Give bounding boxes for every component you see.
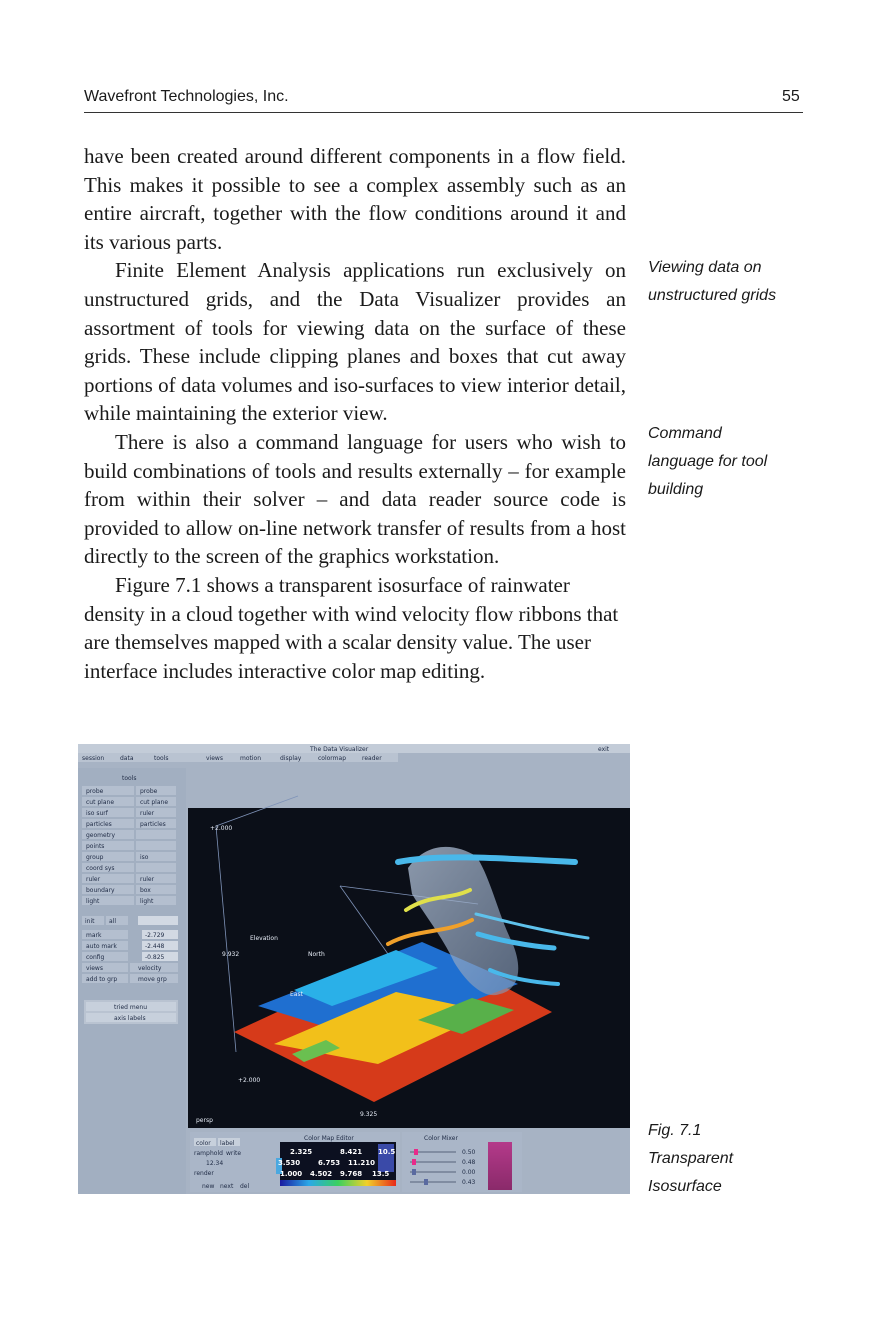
mixer-slider-handle[interactable] xyxy=(424,1179,428,1185)
menu-views[interactable]: views xyxy=(206,755,223,762)
color-editor-value: 12.34 xyxy=(206,1160,224,1167)
menu-reader[interactable]: reader xyxy=(362,755,382,762)
ramp-value: 11.210 xyxy=(348,1159,376,1167)
ramp-button[interactable]: ramp xyxy=(194,1150,210,1157)
mixer-color-swatch xyxy=(488,1142,512,1190)
new-button[interactable]: new xyxy=(202,1183,215,1190)
axis-bottom-value: +2.000 xyxy=(238,1077,261,1084)
color-ramp-gradient xyxy=(280,1180,396,1186)
margin-note-line: language for tool xyxy=(648,453,768,470)
tools-left-column xyxy=(82,786,134,905)
tool-button[interactable]: iso surf xyxy=(86,810,108,817)
exit-button[interactable]: exit xyxy=(598,746,610,753)
field-label: config xyxy=(86,954,105,961)
field-value: move grp xyxy=(138,976,167,983)
tool-button[interactable]: ruler xyxy=(140,876,155,883)
tool-button[interactable]: ruler xyxy=(140,810,155,817)
tool-button[interactable]: particles xyxy=(86,821,112,828)
mixer-slider-handle[interactable] xyxy=(412,1159,416,1165)
mixer-slider-handle[interactable] xyxy=(414,1149,418,1155)
page-number: 55 xyxy=(782,88,800,105)
init-button-label: init xyxy=(85,918,95,925)
field-label: views xyxy=(86,965,103,972)
paragraph-4: Figure 7.1 shows a transparent isosurface of rainwater density in a cloud together with wind velocity flow ribbons that are themselves mapped with a scalar density value. The user interface includes interactive color map editing. xyxy=(84,572,619,683)
ramp-value: 2.325 xyxy=(290,1148,313,1156)
tool-button[interactable]: particles xyxy=(140,821,166,828)
tool-button[interactable]: points xyxy=(86,843,105,850)
tool-button[interactable]: cut plane xyxy=(86,799,115,806)
field-label: add to grp xyxy=(86,976,118,983)
data-visualizer-screen xyxy=(78,744,630,1194)
axis-north-label: North xyxy=(308,951,325,958)
field-value: -0.825 xyxy=(145,954,165,961)
tool-button[interactable]: cut plane xyxy=(140,799,169,806)
color-mixer-title: Color Mixer xyxy=(424,1135,458,1142)
margin-note-line: unstructured grids xyxy=(648,287,777,304)
menu-session[interactable]: session xyxy=(82,755,105,762)
tool-button[interactable]: boundary xyxy=(86,887,115,894)
figure-screenshot xyxy=(78,744,630,1194)
ramp-value: 3.530 xyxy=(278,1159,301,1167)
tool-button[interactable]: light xyxy=(140,898,154,905)
axis-corner-value: 9.325 xyxy=(360,1111,378,1118)
menu-colormap[interactable]: colormap xyxy=(318,755,346,762)
field-value: -2.448 xyxy=(145,943,165,950)
paragraph-2: Finite Element Analysis applications run exclusively on unstructured grids, and the Data Visualizer provides an assortment of tools for viewing data on the surface of these grids. These include clipping planes and boxes that cut away portions of data volumes and iso-surfaces to view interior detail, while maintaining the exterior view. xyxy=(84,258,626,426)
window-title: The Data Visualizer xyxy=(310,746,369,753)
tab-color-label: color xyxy=(196,1140,211,1147)
tool-button[interactable]: box xyxy=(140,887,151,894)
tool-button[interactable]: probe xyxy=(86,788,104,795)
margin-note-line: Viewing data on xyxy=(648,259,762,276)
ramp-value: 1.000 xyxy=(280,1170,303,1178)
margin-note-command xyxy=(648,420,808,504)
color-map-editor-title: Color Map Editor xyxy=(304,1135,354,1142)
del-button[interactable]: del xyxy=(240,1183,250,1190)
ramp-value: 8.421 xyxy=(340,1148,363,1156)
running-header-left: Wavefront Technologies, Inc. xyxy=(84,88,289,105)
figure-caption xyxy=(648,1117,808,1201)
mixer-value: 0.00 xyxy=(462,1169,476,1176)
ramp-value: 10.5 xyxy=(378,1148,396,1156)
paragraph-3: There is also a command language for users who wish to build combinations of tools and results externally – for example from within their solver – and data reader source code is provided to allow on-line network transfer of results from a host directly to the screen of the graphics workstation. xyxy=(84,429,626,569)
menu-display[interactable]: display xyxy=(280,755,302,762)
tool-button[interactable]: coord sys xyxy=(86,865,115,872)
render-button[interactable]: render xyxy=(194,1170,214,1177)
mixer-value: 0.50 xyxy=(462,1149,476,1156)
header-rule xyxy=(84,112,803,113)
mixer-slider-handle[interactable] xyxy=(412,1169,416,1175)
list-item-label: tried menu xyxy=(114,1004,148,1011)
mode-dropdown[interactable] xyxy=(138,916,178,925)
mixer-value: 0.43 xyxy=(462,1179,476,1186)
caption-title-line: Transparent xyxy=(648,1150,734,1167)
tool-button[interactable]: group xyxy=(86,854,104,861)
hold-button[interactable]: hold xyxy=(210,1150,223,1157)
caption-title-line: Isosurface xyxy=(648,1178,722,1195)
field-label: auto mark xyxy=(86,943,117,950)
margin-note-unstructured xyxy=(648,254,808,310)
next-button[interactable]: next xyxy=(220,1183,234,1190)
menu-tools[interactable]: tools xyxy=(154,755,169,762)
tool-button[interactable]: light xyxy=(86,898,100,905)
axis-left-value: 9.932 xyxy=(222,951,240,958)
list-item-label: axis labels xyxy=(114,1015,146,1022)
tool-button[interactable]: geometry xyxy=(86,832,116,839)
axis-east-label: East xyxy=(290,991,303,998)
margin-note-line: building xyxy=(648,481,704,498)
paragraph-1: have been created around different components in a flow field. This makes it possible to see a complex assembly such as an entire aircraft, together with the flow conditions around it and its various parts. xyxy=(84,144,626,254)
ramp-value: 4.502 xyxy=(310,1170,333,1178)
margin-note-line: Command xyxy=(648,425,722,442)
field-value: -2.729 xyxy=(145,932,165,939)
tool-button[interactable]: probe xyxy=(140,788,158,795)
ramp-value: 9.768 xyxy=(340,1170,363,1178)
axis-top-value: +2.000 xyxy=(210,825,233,832)
tool-button[interactable]: iso xyxy=(140,854,149,861)
axis-elevation-label: Elevation xyxy=(250,935,278,942)
write-button[interactable]: write xyxy=(226,1150,242,1157)
menu-motion[interactable]: motion xyxy=(240,755,262,762)
viewport-persp-label: persp xyxy=(196,1117,213,1124)
caption-label: Fig. 7.1 xyxy=(648,1122,702,1139)
field-value: velocity xyxy=(138,965,162,972)
all-button-label: all xyxy=(109,918,117,925)
menu-data[interactable]: data xyxy=(120,755,134,762)
ramp-value: 6.753 xyxy=(318,1159,341,1167)
body-text xyxy=(84,142,626,685)
mixer-value: 0.48 xyxy=(462,1159,476,1166)
tools-heading: tools xyxy=(122,775,137,782)
tab-label-label: label xyxy=(220,1140,235,1147)
tools-right-column xyxy=(136,786,176,905)
ramp-value: 13.5 xyxy=(372,1170,390,1178)
tool-button[interactable]: ruler xyxy=(86,876,101,883)
field-label: mark xyxy=(86,932,102,939)
